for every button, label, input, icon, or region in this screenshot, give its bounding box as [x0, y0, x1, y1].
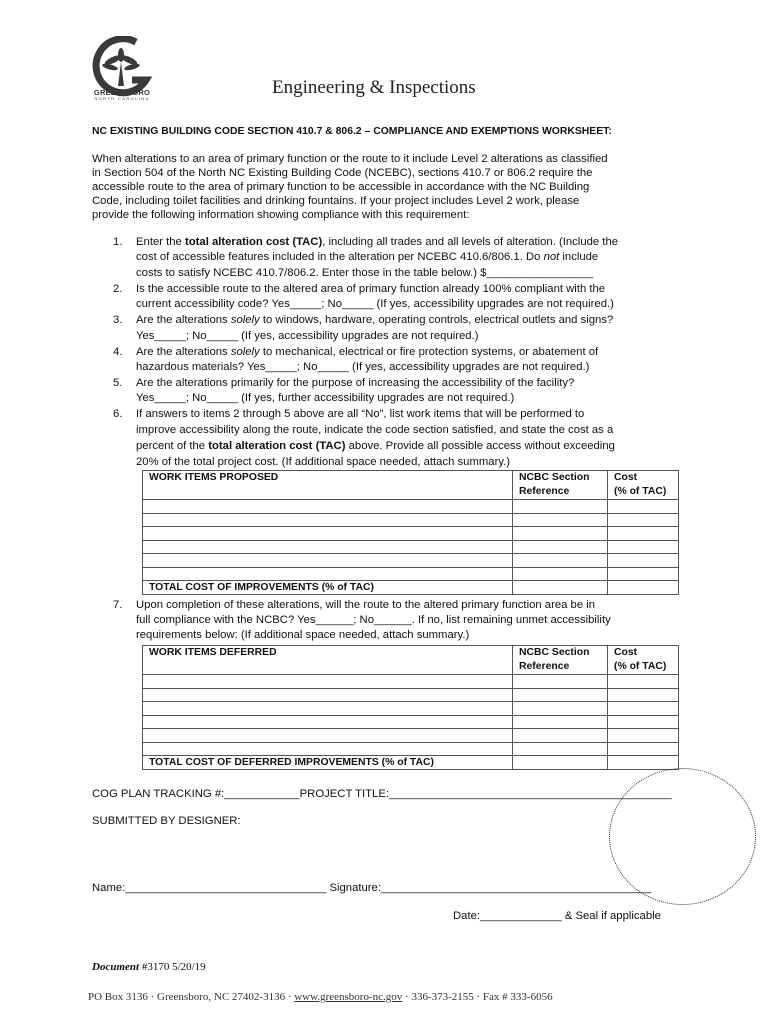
- work-item-cell[interactable]: [143, 513, 513, 527]
- worksheet-heading: NC EXISTING BUILDING CODE SECTION 410.7 & 806.2 – COMPLIANCE AND EXEMPTIONS WORKSHEET:: [92, 126, 612, 137]
- item-number: 4.: [113, 346, 123, 358]
- logo-subtitle: NORTH CAROLINA: [94, 96, 150, 101]
- ncbc-section-cell[interactable]: [513, 715, 608, 729]
- col-work-items: WORK ITEMS DEFERRED: [143, 646, 513, 675]
- item-7-line-2: full compliance with the NCBC? Yes______; No______. If no, list remaining unmet accessibility: [136, 614, 611, 626]
- table-row: [143, 675, 679, 689]
- table-row: [143, 554, 679, 568]
- item-number: 2.: [113, 283, 123, 295]
- table-header-row: [143, 471, 679, 500]
- item-1-line-3: costs to satisfy NCEBC 410.7/806.2. Enter those in the table below.) $_________________: [136, 267, 594, 279]
- total-label: TOTAL COST OF DEFERRED IMPROVEMENTS (% of TAC): [143, 756, 513, 770]
- work-item-cell[interactable]: [143, 540, 513, 554]
- ncbc-section-cell[interactable]: [513, 513, 608, 527]
- item-5-line-2: Yes_____; No_____ (If yes, further accessibility upgrades are not required.): [136, 392, 515, 404]
- cost-cell[interactable]: [608, 500, 679, 514]
- cost-cell[interactable]: [608, 675, 679, 689]
- item-number: 1.: [113, 236, 123, 248]
- work-item-cell[interactable]: [143, 688, 513, 702]
- item-6-line-3: percent of the total alteration cost (TAC) above. Provide all possible access without exceeding: [136, 440, 615, 452]
- cost-cell[interactable]: [608, 742, 679, 756]
- work-item-cell[interactable]: [143, 702, 513, 716]
- table-row: [143, 729, 679, 743]
- col-ncbc-section: NCBC Section Reference: [513, 471, 608, 500]
- cost-cell[interactable]: [608, 554, 679, 568]
- ncbc-section-cell[interactable]: [513, 688, 608, 702]
- total-label: TOTAL COST OF IMPROVEMENTS (% of TAC): [143, 581, 513, 595]
- ncbc-section-cell[interactable]: [513, 500, 608, 514]
- ncbc-section-cell[interactable]: [513, 702, 608, 716]
- ncbc-section-cell[interactable]: [513, 729, 608, 743]
- item-2-line-1: Is the accessible route to the altered area of primary function already 100% compliant with the: [136, 283, 606, 295]
- ncbc-section-cell[interactable]: [513, 527, 608, 541]
- table-row: [143, 527, 679, 541]
- table-row: [143, 513, 679, 527]
- cost-cell[interactable]: [608, 715, 679, 729]
- table-header-row: [143, 646, 679, 675]
- item-5-line-1: Are the alterations primarily for the purpose of increasing the accessibility of the facility?: [136, 377, 575, 389]
- cost-cell[interactable]: [608, 527, 679, 541]
- cost-cell[interactable]: [608, 729, 679, 743]
- table-row: [143, 715, 679, 729]
- work-item-cell[interactable]: [143, 500, 513, 514]
- table-row: [143, 540, 679, 554]
- submitted-by-designer-label: SUBMITTED BY DESIGNER:: [92, 815, 241, 827]
- item-1-line-1: Enter the total alteration cost (TAC), including all trades and all levels of alteration. (Include the: [136, 236, 619, 248]
- col-ncbc-section: NCBC Section Reference: [513, 646, 608, 675]
- footer-contact: PO Box 3136 · Greensboro, NC 27402-3136 · www.greensboro-nc.gov · 336-373-2155 · Fax # 333-6056: [88, 991, 553, 1003]
- work-item-cell[interactable]: [143, 567, 513, 581]
- intro-line-3: accessible route to the area of primary function to be accessible in accordance with the NC Building: [92, 181, 590, 193]
- item-7-line-3: requirements below: (If additional space needed, attach summary.): [136, 629, 470, 641]
- work-items-deferred-table: [142, 645, 679, 770]
- ncbc-section-cell[interactable]: [513, 554, 608, 568]
- item-number: 5.: [113, 377, 123, 389]
- intro-line-1: When alterations to an area of primary function or the route to it include Level 2 alterations as classified: [92, 153, 608, 165]
- cost-cell[interactable]: [608, 567, 679, 581]
- intro-line-5: provide the following information showing compliance with this requirement:: [92, 209, 470, 221]
- item-1-line-2: cost of accessible features included in the alteration per NCEBC 410.6/806.1. Do not include: [136, 251, 599, 263]
- intro-line-4: Code, including toilet facilities and drinking fountains. If your project includes Level 2 work, please: [92, 195, 580, 207]
- seal-area: [609, 768, 756, 905]
- work-item-cell[interactable]: [143, 527, 513, 541]
- total-ncbc-cell[interactable]: [513, 756, 608, 770]
- item-3-line-2: Yes_____; No_____ (If yes, accessibility upgrades are not required.): [136, 330, 479, 342]
- col-cost: Cost (% of TAC): [608, 471, 679, 500]
- work-item-cell[interactable]: [143, 675, 513, 689]
- total-cost-cell[interactable]: [608, 756, 679, 770]
- intro-line-2: in Section 504 of the North NC Existing Building Code (NCEBC), sections 410.7 or 806.2 require the: [92, 167, 593, 179]
- item-4-line-1: Are the alterations solely to mechanical, electrical or fire protection systems, or abatement of: [136, 346, 599, 358]
- item-6-line-4: 20% of the total project cost. (If additional space needed, attach summary.): [136, 456, 511, 468]
- table-row: [143, 500, 679, 514]
- logo-wordmark: GREENSBORO: [93, 88, 151, 97]
- item-4-line-2: hazardous materials? Yes_____; No_____ (If yes, accessibility upgrades are not required.): [136, 361, 590, 373]
- total-ncbc-cell[interactable]: [513, 581, 608, 595]
- work-item-cell[interactable]: [143, 554, 513, 568]
- cost-cell[interactable]: [608, 540, 679, 554]
- table-row: [143, 688, 679, 702]
- cog-tracking-project-title-field[interactable]: COG PLAN TRACKING #:____________PROJECT TITLE:_____________________________________________: [92, 788, 672, 800]
- item-number: 7.: [113, 599, 123, 611]
- work-items-proposed-table: [142, 470, 679, 595]
- website-link[interactable]: www.greensboro-nc.gov: [294, 991, 403, 1003]
- work-item-cell[interactable]: [143, 715, 513, 729]
- col-cost: Cost (% of TAC): [608, 646, 679, 675]
- item-6-line-2: improve accessibility along the route, indicate the code section satisfied, and state the cost as a: [136, 424, 614, 436]
- table-row: [143, 567, 679, 581]
- total-cost-cell[interactable]: [608, 581, 679, 595]
- cost-cell[interactable]: [608, 688, 679, 702]
- item-6-line-1: If answers to items 2 through 5 above are all “No”, list work items that will be performed to: [136, 408, 585, 420]
- item-7-line-1: Upon completion of these alterations, will the route to the altered primary function area be in: [136, 599, 596, 611]
- ncbc-section-cell[interactable]: [513, 540, 608, 554]
- table-row: [143, 702, 679, 716]
- name-signature-field[interactable]: Name:________________________________ Signature:___________________________________________: [92, 882, 652, 894]
- item-number: 3.: [113, 314, 123, 326]
- ncbc-section-cell[interactable]: [513, 567, 608, 581]
- table-total-row: [143, 581, 679, 595]
- date-seal-field[interactable]: Date:_____________ & Seal if applicable: [453, 910, 661, 922]
- document-number: Document #3170 5/20/19: [92, 961, 206, 973]
- item-number: 6.: [113, 408, 123, 420]
- work-item-cell[interactable]: [143, 729, 513, 743]
- table-total-row: [143, 756, 679, 770]
- ncbc-section-cell[interactable]: [513, 742, 608, 756]
- department-title: Engineering & Inspections: [272, 77, 476, 98]
- work-item-cell[interactable]: [143, 742, 513, 756]
- table-row: [143, 742, 679, 756]
- col-work-items: WORK ITEMS PROPOSED: [143, 471, 513, 500]
- cost-cell[interactable]: [608, 702, 679, 716]
- cost-cell[interactable]: [608, 513, 679, 527]
- item-2-line-2: current accessibility code? Yes_____; No_____ (If yes, accessibility upgrades are not required.): [136, 298, 614, 310]
- item-3-line-1: Are the alterations solely to windows, hardware, operating controls, electrical outlets and signs?: [136, 314, 614, 326]
- ncbc-section-cell[interactable]: [513, 675, 608, 689]
